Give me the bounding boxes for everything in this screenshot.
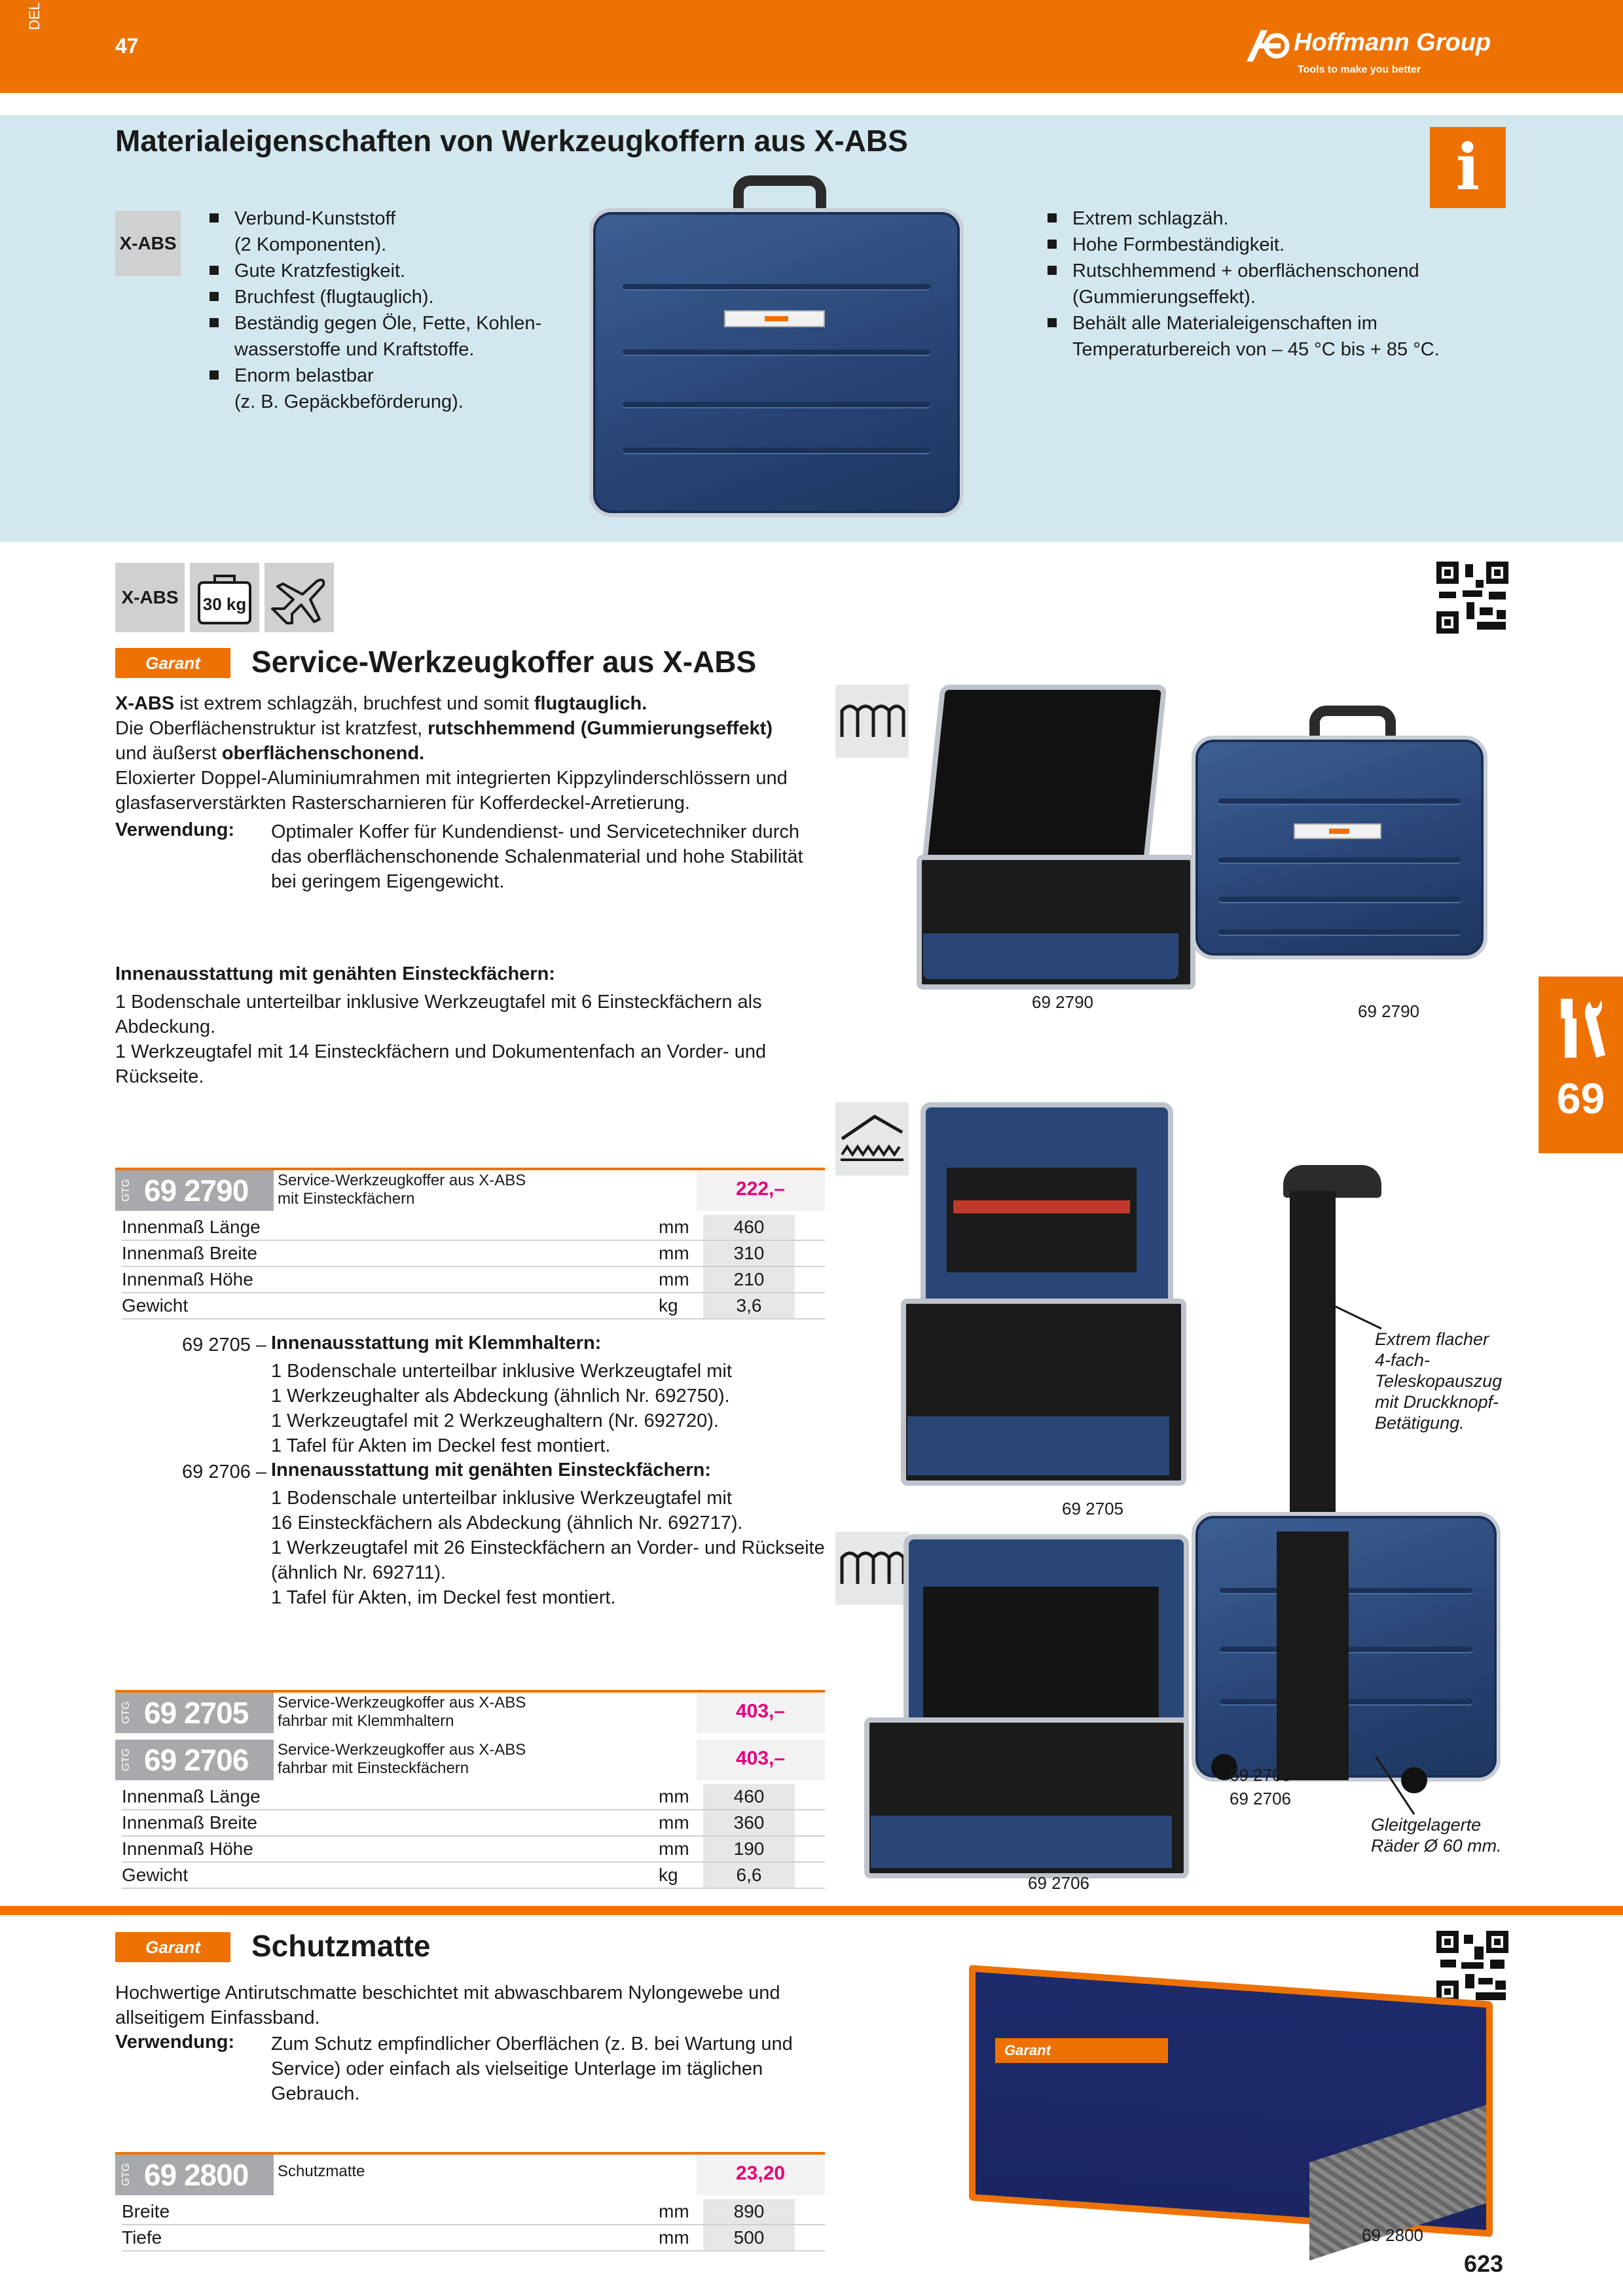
usage-text: Optimaler Koffer für Kundendienst- und Servicetechniker durch das oberflächenschonende Schalenmaterial und hohe Stabilität bei geringem Eigengewicht. <box>271 821 803 892</box>
desc-emph: oberflächenschonend. <box>221 743 425 764</box>
clamp-holder-icon <box>835 1102 909 1175</box>
list-item: Rutschhemmend + oberflächenschonend (Gummierungseffekt). <box>1048 258 1506 310</box>
info-title: Materialeigenschaften von Werkzeugkoffern aus X-ABS <box>115 124 908 158</box>
list-item: Behält alle Materialeigenschaften im Temperaturbereich von – 45 °C bis + 85 °C. <box>1048 310 1506 363</box>
list-item: Extrem schlagzäh. <box>1048 206 1506 232</box>
section-title: Service-Werkzeugkoffer aus X-ABS <box>251 645 757 679</box>
price: 23,20 <box>736 2162 786 2184</box>
image-caption: 69 2790 <box>1032 992 1093 1012</box>
desc-text: und äußerst <box>115 743 222 764</box>
header-bar <box>0 0 1623 93</box>
tools-icon <box>1550 992 1612 1064</box>
product-description <box>115 691 809 816</box>
desc-text: Die Oberflächenstruktur ist kratzfest, <box>115 718 428 739</box>
info-icon: i <box>1430 127 1506 208</box>
usage-text: Zum Schutz empfindlicher Oberflächen (z. B. bei Wartung und Service) oder einfach als vielseitige Unterlage im täglichen Gebrauch. <box>271 2034 793 2104</box>
load-label: 30 kg <box>202 594 247 614</box>
article-code: GTG <box>120 2163 132 2186</box>
article-number: 69 2705 <box>144 1696 249 1730</box>
desc-text: ist extrem schlagzäh, bruchfest und somit <box>174 693 534 714</box>
price-cell <box>697 1740 825 1780</box>
price: 222,– <box>736 1178 786 1200</box>
table-row: Innenmaß Länge mm 460 <box>122 1215 825 1241</box>
list-item: Beständig gegen Öle, Fette, Kohlen- wasserstoffe und Kraftstoffe. <box>210 310 550 363</box>
article-code: GTG <box>120 1701 132 1724</box>
table-row: Innenmaß Höhe mm 210 <box>122 1267 825 1293</box>
article-code: GTG <box>120 1748 132 1771</box>
annotation: Extrem flacher 4-fach- Teleskopauszug mit Druckknopf- Betätigung. <box>1375 1329 1503 1433</box>
mat-brand: Garant <box>995 2038 1168 2063</box>
annotation: Gleitgelagerte Räder Ø 60 mm. <box>1371 1815 1502 1856</box>
garant-badge: Garant <box>115 1932 230 1962</box>
closed-case-photo <box>1192 706 1493 961</box>
clamp-case-photo <box>901 1102 1176 1482</box>
material-icon: X-ABS <box>115 563 185 632</box>
list-item: Enorm belastbar (z. B. Gepäckbeförderung). <box>210 363 550 415</box>
image-caption: 69 2706 <box>1028 1873 1089 1893</box>
load-icon <box>190 563 259 632</box>
callout-line <box>1375 1754 1427 1820</box>
article-cell <box>115 1740 274 1780</box>
article-description: Service-Werkzeugkoffer aus X-ABS mit Einsteckfächern <box>278 1172 526 1208</box>
desc-text: Eloxierter Doppel-Aluminiumrahmen mit integrierten Kippzylinderschlössern und glasfaserverstärkten Rasterscharnieren für Kofferdeckel-Arretierung. <box>115 768 788 814</box>
usage-label: Verwendung: <box>115 2032 235 2053</box>
qr-code-icon[interactable] <box>1436 562 1508 634</box>
chapter-number: 69 <box>1556 1074 1605 1122</box>
brand-tagline: Tools to make you better <box>1298 64 1421 75</box>
article-description: Schutzmatte <box>278 2162 365 2180</box>
material-tag: X-ABS <box>115 211 181 276</box>
article-number: 69 2706 <box>144 1743 249 1777</box>
price-cell <box>697 1693 825 1733</box>
garant-badge: Garant <box>115 648 230 678</box>
mat-photo <box>969 1983 1506 2238</box>
brand-name: Hoffmann Group <box>1294 29 1491 56</box>
desc-emph: X-ABS <box>115 693 175 714</box>
image-caption: 69 2790 <box>1358 1001 1419 1021</box>
pockets-case-photo <box>864 1534 1192 1874</box>
price: 403,– <box>736 1700 786 1722</box>
section-divider <box>0 1906 1623 1915</box>
airplane-icon <box>264 563 334 632</box>
desc-emph: rutschhemmend (Gummierungseffekt) <box>428 718 773 739</box>
desc-emph: flugtauglich. <box>534 693 647 714</box>
article-description: Service-Werkzeugkoffer aus X-ABS fahrbar mit Einsteckfächern <box>278 1741 526 1777</box>
brand-logo[interactable] <box>1244 25 1512 77</box>
list-item: Verbund-Kunststoff (2 Komponenten). <box>210 206 550 258</box>
table-row: Gewicht kg 6,6 <box>122 1863 825 1889</box>
article-description: Service-Werkzeugkoffer aus X-ABS fahrbar mit Klemmhaltern <box>278 1694 526 1730</box>
image-caption: 69 2705 69 2706 <box>1230 1765 1291 1808</box>
table-row: Breite mm 890 <box>122 2199 825 2225</box>
side-code: DEL <box>26 2 43 30</box>
article-number: 69 2800 <box>144 2158 249 2192</box>
variant-title: Innenausstattung mit genähten Einsteckfächern: <box>271 1460 711 1480</box>
info-right-list <box>1048 206 1506 363</box>
table-row: Innenmaß Höhe mm 190 <box>122 1837 825 1863</box>
article-number: 69 2790 <box>144 1174 249 1208</box>
usage-label: Verwendung: <box>115 819 235 840</box>
interior-title: Innenausstattung mit genähten Einsteckfächern: <box>115 963 555 984</box>
variant-title: Innenausstattung mit Klemmhaltern: <box>271 1333 602 1354</box>
article-cell <box>115 1170 274 1211</box>
price: 403,– <box>736 1748 786 1769</box>
table-row: Innenmaß Länge mm 460 <box>122 1784 825 1810</box>
article-cell <box>115 2155 274 2195</box>
page-number-top: 47 <box>115 34 139 58</box>
price-cell <box>697 2155 825 2195</box>
hoffmann-logo-icon <box>1244 25 1290 64</box>
section-title: Schutzmatte <box>251 1929 431 1963</box>
image-caption: 69 2800 <box>1362 2225 1423 2245</box>
mat-number: 69 2800 <box>1087 2041 1135 2055</box>
price-cell <box>697 1170 825 1211</box>
article-code: GTG <box>120 1179 132 1202</box>
table-row: Gewicht kg 3,6 <box>122 1293 825 1319</box>
variant-number: 69 2705 – <box>182 1335 267 1355</box>
open-case-photo <box>890 685 1218 986</box>
image-caption: 69 2705 <box>1062 1499 1123 1518</box>
table-row: Innenmaß Breite mm 360 <box>122 1810 825 1837</box>
mat-description: Hochwertige Antirutschmatte beschichtet mit abwaschbarem Nylongewebe und allseitigem Einfassband. <box>115 1982 780 2028</box>
variant-number: 69 2706 – <box>182 1462 267 1482</box>
list-item: Hohe Formbeständigkeit. <box>1048 232 1506 258</box>
article-cell <box>115 1693 274 1733</box>
interior-text: 1 Bodenschale unterteilbar inklusive Werkzeugtafel mit 6 Einsteckfächern als Abdeckung. 1 Werkzeugtafel mit 14 Einsteckfächern und Dokumentenfach an Vorder- und Rückseite. <box>115 992 767 1087</box>
list-item: Bruchfest (flugtauglich). <box>210 284 550 310</box>
case-photo <box>589 175 969 522</box>
info-left-list <box>210 206 550 415</box>
page-number: 623 <box>1464 2250 1504 2277</box>
trolley-case-photo <box>1192 1165 1506 1806</box>
list-item: Gute Kratzfestigkeit. <box>210 258 550 284</box>
table-row: Tiefe mm 500 <box>122 2225 825 2251</box>
table-row: Innenmaß Breite mm 310 <box>122 1241 825 1267</box>
variant-text: 1 Bodenschale unterteilbar inklusive Werkzeugtafel mit 16 Einsteckfächern als Abdeckung (ähnlich Nr. 692717). 1 Werkzeugtafel mit 26 Einsteckfächern an Vorder- und Rückseite (ähnlich Nr. 692711). 1 Tafel für Akten, im Deckel fest montiert. <box>271 1488 825 1608</box>
chapter-tab[interactable] <box>1539 977 1623 1153</box>
variant-text: 1 Bodenschale unterteilbar inklusive Werkzeugtafel mit 1 Werkzeughalter als Abdeckung (ähnlich Nr. 692750). 1 Werkzeugtafel mit 2 Werkzeughaltern (Nr. 692720). 1 Tafel für Akten im Deckel fest montiert. <box>271 1361 732 1456</box>
